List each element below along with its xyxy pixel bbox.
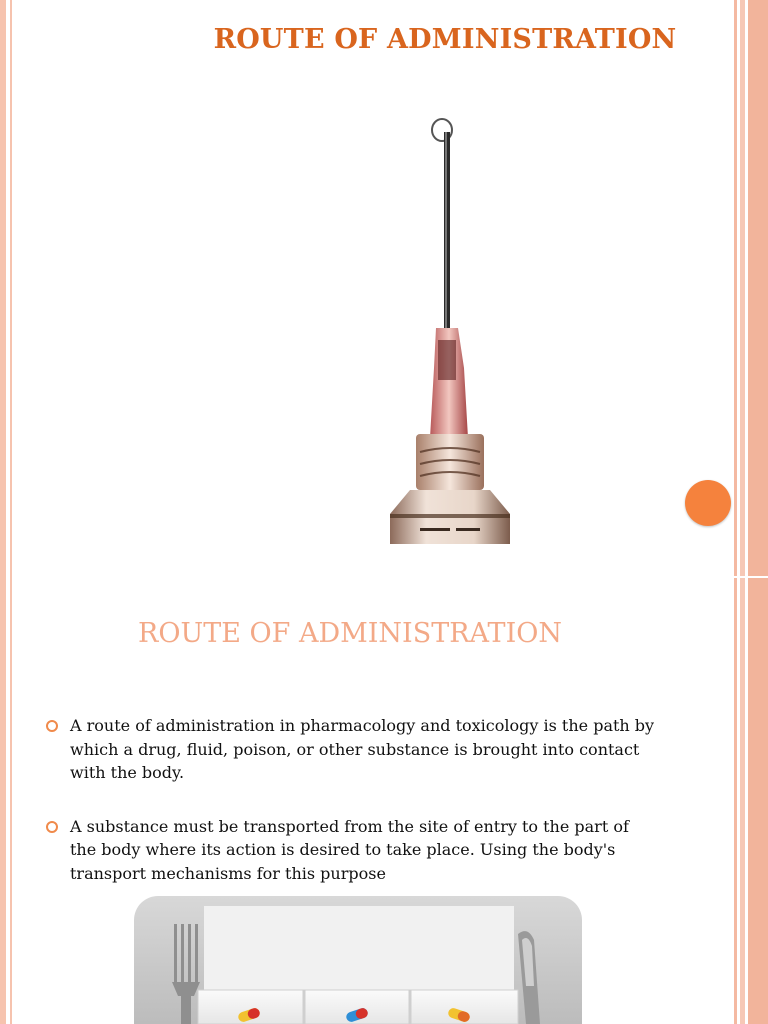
bullet-item bbox=[46, 815, 656, 886]
slide-title-top: ROUTE OF ADMINISTRATION bbox=[213, 24, 677, 55]
bullet-text: A substance must be transported from the site of entry to the part of the body where its action is desired to take place. Using the body's transport mechanisms for this purpose bbox=[70, 816, 629, 883]
band-2 bbox=[740, 0, 745, 1024]
bullet-circle-icon bbox=[46, 821, 58, 833]
slide-title-middle: ROUTE OF ADMINISTRATION bbox=[137, 618, 562, 649]
left-border-stripe bbox=[0, 0, 6, 1024]
bullet-circle-icon bbox=[46, 720, 58, 732]
orange-circle-decoration bbox=[685, 480, 731, 526]
band-1 bbox=[734, 0, 737, 1024]
bullet-text: A route of administration in pharmacology and toxicology is the path by which a drug, fluid, poison, or other substance is brought into contact with the body. bbox=[70, 716, 655, 782]
bullet-item bbox=[46, 714, 656, 785]
syringe-image bbox=[380, 118, 520, 544]
slide-divider bbox=[734, 576, 768, 578]
bullet-list bbox=[46, 714, 656, 915]
pills-plate-image bbox=[134, 896, 582, 1024]
left-border-line bbox=[10, 0, 12, 1024]
right-decorative-bands bbox=[734, 0, 768, 1024]
band-3 bbox=[748, 0, 768, 1024]
